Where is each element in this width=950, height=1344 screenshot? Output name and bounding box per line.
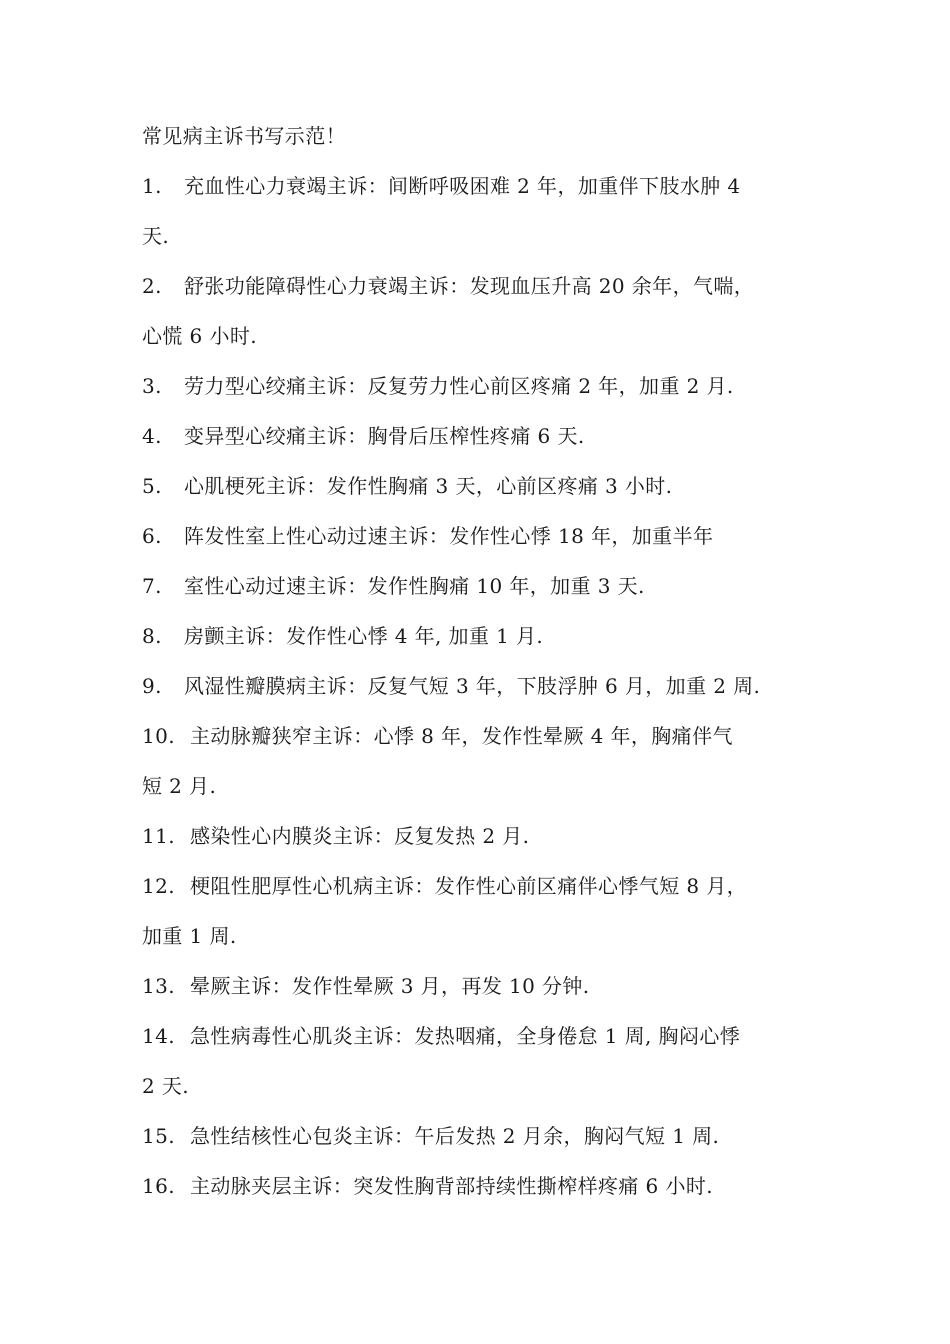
item-text: 阵发性室上性心动过速主诉：发作性心悸 18 年，加重半年	[184, 524, 714, 548]
list-item	[142, 168, 822, 268]
item-text: 变异型心绞痛主诉：胸骨后压榨性疼痛 6 天.	[184, 424, 585, 448]
list-item	[142, 618, 822, 668]
list-item	[142, 668, 822, 718]
item-text: 心肌梗死主诉：发作性胸痛 3 天，心前区疼痛 3 小时.	[184, 474, 673, 498]
item-number: 1.	[142, 174, 162, 198]
item-text: 主动脉瓣狭窄主诉：心悸 8 年，发作性晕厥 4 年，胸痛伴气	[190, 724, 733, 748]
item-number: 6.	[142, 524, 162, 548]
list-item	[142, 418, 822, 468]
list-item	[142, 268, 822, 368]
item-number: 16.	[142, 1174, 176, 1198]
item-continuation: 短 2 月.	[142, 774, 217, 798]
list-item	[142, 368, 822, 418]
list-item	[142, 968, 822, 1018]
item-text: 风湿性瓣膜病主诉：反复气短 3 年，下肢浮肿 6 月，加重 2 周.	[184, 674, 761, 698]
item-number: 13.	[142, 974, 176, 998]
item-number: 4.	[142, 424, 162, 448]
list-item	[142, 818, 822, 868]
item-text: 劳力型心绞痛主诉：反复劳力性心前区疼痛 2 年，加重 2 月.	[184, 374, 734, 398]
list-item	[142, 518, 822, 568]
item-text: 主动脉夹层主诉：突发性胸背部持续性撕榨样疼痛 6 小时.	[190, 1174, 713, 1198]
list-item	[142, 1018, 822, 1118]
item-number: 10.	[142, 724, 176, 748]
item-number: 5.	[142, 474, 162, 498]
item-text: 房颤主诉：发作性心悸 4 年, 加重 1 月.	[184, 624, 544, 648]
item-continuation: 天.	[142, 224, 170, 248]
list-item	[142, 1118, 822, 1168]
item-continuation: 加重 1 周.	[142, 924, 237, 948]
item-text: 急性结核性心包炎主诉：午后发热 2 月余，胸闷气短 1 周.	[190, 1124, 720, 1148]
document-title: 常见病主诉书写示范！	[142, 124, 346, 148]
document-body	[142, 118, 822, 1218]
list-item	[142, 718, 822, 818]
item-text: 晕厥主诉：发作性晕厥 3 月，再发 10 分钟.	[190, 974, 590, 998]
item-number: 15.	[142, 1124, 176, 1148]
item-number: 8.	[142, 624, 162, 648]
item-number: 11.	[142, 824, 176, 848]
item-number: 14.	[142, 1024, 176, 1048]
item-text: 梗阻性肥厚性心机病主诉：发作性心前区痛伴心悸气短 8 月，	[190, 874, 748, 898]
list-item	[142, 868, 822, 968]
item-number: 3.	[142, 374, 162, 398]
item-text: 感染性心内膜炎主诉：反复发热 2 月.	[190, 824, 530, 848]
item-text: 充血性心力衰竭主诉：间断呼吸困难 2 年，加重伴下肢水肿 4	[184, 174, 741, 198]
item-number: 2.	[142, 274, 162, 298]
item-continuation: 2 天.	[142, 1074, 190, 1098]
item-number: 9.	[142, 674, 162, 698]
item-text: 舒张功能障碍性心力衰竭主诉：发现血压升高 20 余年，气喘，	[184, 274, 755, 298]
item-number: 12.	[142, 874, 176, 898]
item-text: 室性心动过速主诉：发作性胸痛 10 年，加重 3 天.	[184, 574, 645, 598]
item-number: 7.	[142, 574, 162, 598]
item-continuation: 心慌 6 小时.	[142, 324, 257, 348]
list-item	[142, 468, 822, 518]
list-item	[142, 568, 822, 618]
list-item	[142, 1168, 822, 1218]
item-text: 急性病毒性心肌炎主诉：发热咽痛，全身倦怠 1 周, 胸闷心悸	[190, 1024, 741, 1048]
